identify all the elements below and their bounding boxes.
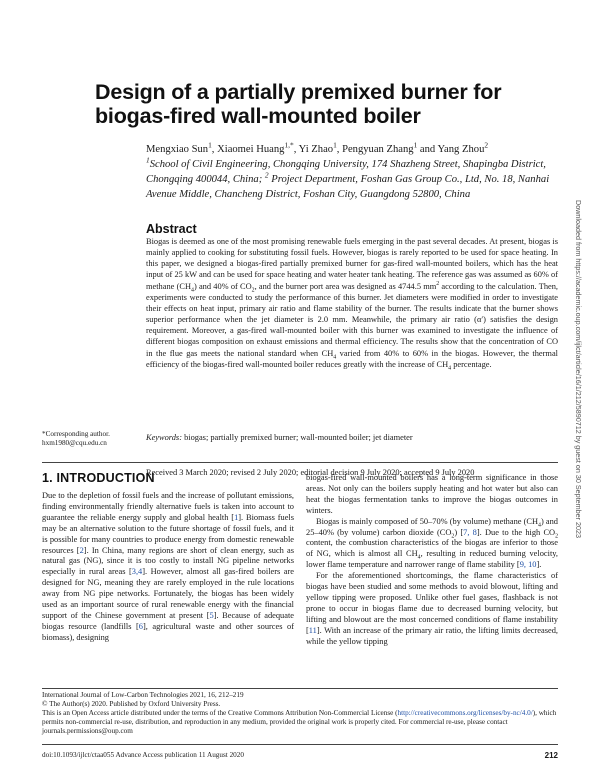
affil-1-sup: 1	[146, 155, 150, 165]
divider-bottom	[42, 744, 558, 745]
affil-1: School of Civil Engineering, Chongqing University, 174 Shazheng Street, Shapingba District, Chongqing 400044, China;	[146, 159, 546, 185]
ref-5[interactable]: 5	[209, 610, 214, 620]
ref-11[interactable]: 11	[308, 625, 317, 635]
abstract-text: Biogas is deemed as one of the most promising renewable fuels emerging in the past several decades. At present, biogas is mainly applied to cooking for substituting fossil fuels. However, biogas is rarely reported to be used for space heating. In this paper, we designed a biogas-fired partially premixed burner for gas-fired wall-mounted boilers, which has the heat input of 25 kW and can be used for space heating and water heater tank heating. The reference gas was assumed as 60% of methane $(CH_4)$ and 40% of $CO_2$, and the burner port area was designed as 4744.5 $mm^2$ according to the calculation. Then, experiments were conducted to study the performance of this burner. Jet diameters were modified in order to investigate their effects on heat input, primary air ratio and flame stability of the burner. The results indicate that the burner shows superior performance when the jet diameter is 2.0 mm. Meanwhile, the primary air ratio (α′) satisfies the design requirement. Moreover, a gas-fired wall-mounted boiler with this burner was examined to investigate the influence of different biogas composition on exhaust emissions and thermal efficiency. The results show that the concentration of CO in the flue gas meets the national standard when $CH_4$ varied from 40% to 60% in the biogas. However, the thermal efficiency of the biogas-fired wall-mounted boiler reduces greatly with the increase of $CH_4$ percentage.	[146, 237, 559, 372]
keywords	[146, 432, 558, 443]
footer-license: This is an Open Access article distributed under the terms of the Creative Commons Attribution Non-Commercial License (http://creativecommons.org/licenses/by-nc/4.0/), which permits non-commercial re-use, distribution, and reproduction in any medium, provided the original work is properly cited. For commercial re-use, please contact journals.permissions@oup.com	[42, 709, 557, 735]
ref-9-10[interactable]: 9, 10	[519, 560, 537, 570]
ref-6[interactable]: 6	[138, 621, 143, 631]
author-list	[146, 140, 566, 157]
intro-right-column	[306, 473, 558, 648]
keywords-list: biogas; partially premixed burner; wall-mounted boiler; jet diameter	[181, 433, 413, 442]
author-1: Mengxiao Sun	[146, 144, 209, 155]
author-2-sup: 1,*	[284, 140, 294, 150]
ref-3-4[interactable]: 3,4	[131, 567, 143, 577]
author-3: , Yi Zhao	[293, 144, 334, 155]
ref-2[interactable]: 2	[79, 545, 84, 555]
footer-journal: International Journal of Low-Carbon Technologies 2021, 16, 212–219	[42, 691, 244, 699]
author-3-sup: 1	[333, 140, 337, 150]
author-4-sup: 1	[413, 140, 418, 150]
intro-left-column: Due to the depletion of fossil fuels and the increase of pollutant emissions, finding environmentally friendly alternative fuels is taken into account to guarantee the reliable energy supply and global health [1]. Biomass fuels may be an alternative solution to the future shortage of fossil fuels, and it is possible for many countries to produce energy from domestic renewable resources [2]. In China, many regions are short of clean energy, such as natural gas (NG), since it is too costly to install NG pipeline networks especially in rural areas [3,4]. However, almost all gas-fired boilers are designed for NG, meaning they are rarely employed in the rule locations away from NG pipe networks. Fortunately, the biogas has been widely used as an important source of rural renewable energy with the financial support of the Chinese government at present [5]. Because of adequate biogas resource (landfills [6], agricultural waste and other sources of biomass), designing	[42, 491, 294, 642]
footer-doi: doi:10.1093/ijlct/ctaa055 Advance Access publication 11 August 2020	[42, 751, 244, 759]
right-para-1: biogas-fired wall-mounted boilers has a long-term significance in those areas. Not only can the boilers supply heating and hot water but also can heat the biogas fermentation tanks to improve the biogas outcomes in winters.	[306, 473, 558, 515]
keywords-label: Keywords:	[146, 433, 182, 442]
ref-7-8[interactable]: 7, 8	[463, 527, 477, 537]
divider-top	[42, 462, 558, 463]
footer-copyright: © The Author(s) 2020. Published by Oxford University Press.	[42, 700, 221, 708]
affiliations	[146, 157, 566, 202]
ref-1[interactable]: 1	[234, 512, 239, 522]
corresponding-author	[42, 430, 137, 448]
affil-2-sup: 2	[264, 170, 269, 180]
right-para-2: Biogas is mainly composed of 50–70% (by volume) methane $(CH_4)$ and 25–40% (by volume) carbon dioxide $(CO_2)$ [7, 8]. Due to the high $CO_2$ content, the combustion characteristics of the biogas are inferior to those of NG, which is almost all $CH_4$, resulting in reduced burning velocity, lower flame temperature and narrower range of flame stability [9, 10].	[306, 516, 559, 570]
page-number: 212	[544, 751, 558, 760]
divider-footer	[42, 688, 558, 689]
article-title: Design of a partially premixed burner for biogas-fired wall-mounted boiler	[95, 80, 502, 128]
author-5-sup: 2	[484, 140, 489, 150]
author-1-sup: 1	[208, 140, 212, 150]
right-para-3: For the aforementioned shortcomings, the flame characteristics of biogas have been studied and some methods to avoid blowout, lifting and yellow tipping were proposed. Unlike other fuel gases, flashback is not prone to occur in biogas flame due to decreased burning velocity, but lifting and blowout are the most concerned conditions of flame instability [11]. With an increase of the primary air ratio, the lifting limits decreased, while the yellow tipping	[306, 571, 558, 646]
author-2: , Xiaomei Huang	[211, 144, 285, 155]
affil-2: Project Department, Foshan Gas Group Co., Ltd, No. 18, Nanhai Avenue Middle, Chancheng District, Foshan City, Guangdong 52800, China	[146, 174, 550, 200]
author-5: and Yang Zhou	[417, 144, 485, 155]
received-dates: Received 3 March 2020; revised 2 July 2020; editorial decision 9 July 2020; accepted 9 July 2020	[146, 468, 475, 477]
license-link[interactable]: http://creativecommons.org/licenses/by-nc/4.0/	[397, 709, 533, 717]
author-4: , Pengyuan Zhang	[336, 144, 414, 155]
section-heading: 1. INTRODUCTION	[42, 471, 155, 485]
download-watermark: Downloaded from https://academic.oup.com/ijlct/article/16/1/212/5890712 by guest on 30 September 2023	[574, 200, 583, 539]
corresponding-email[interactable]: hxm1980@cqu.edu.cn	[42, 439, 107, 447]
abstract-heading: Abstract	[146, 222, 197, 236]
corresponding-label: *Corresponding author.	[42, 430, 110, 438]
